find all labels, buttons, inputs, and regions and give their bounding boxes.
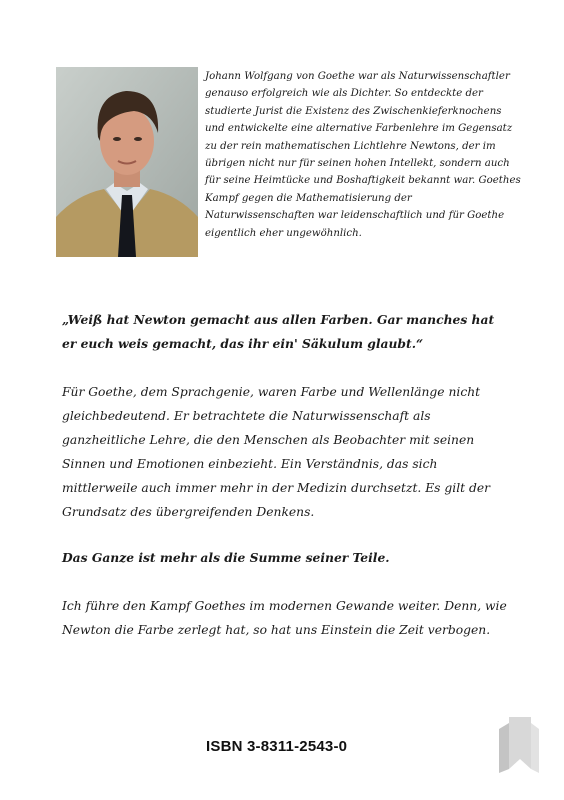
goethe-quote: „Weiß hat Newton gemacht aus allen Farben. Gar manches hat er euch weis gemacht, das ihr ein' Säkulum glaubt.“ bbox=[62, 312, 495, 351]
portrait-image bbox=[56, 67, 198, 257]
body-paragraph-goethe-views: Für Goethe, dem Sprachgenie, waren Farbe und Wellenlänge nicht gleichbedeutend. Er betrachtete die Naturwissenschaft als ganzheitliche Lehre, die den Menschen als Beobachter mit seinen Sinnen und Emotionen einbezieht. Ein Verständnis, das sich mittlerweile auch immer mehr in der Medizin durchsetzt. Es gilt der Grundsatz des übergreifenden Denkens. bbox=[62, 385, 491, 519]
intro-paragraph: Johann Wolfgang von Goethe war als Naturwissenschaftler genauso erfolgreich wie als Dichter. So entdeckte der studierte Jurist die Existenz des Zwischenkieferknochens und entwickelte eine alternative Farbenlehre im Gegensatz zu der rein mathematischen Lichtlehre Newtons, der im übrigen nicht nur für seinen hohen Intellekt, sondern auch für seine Heimtücke und Boshaftigkeit bekannt war. Goethes Kampf gegen die Mathematisierung der Naturwissenschaften war leidenschaftlich und für Goethe eigentlich eher ungewöhnlich. bbox=[205, 71, 521, 239]
highlight-sentence: Das Ganze ist mehr als die Summe seiner Teile. bbox=[62, 550, 390, 565]
body-paragraph-closing: Ich führe den Kampf Goethes im modernen Gewande weiter. Denn, wie Newton die Farbe zerlegt hat, so hat uns Einstein die Zeit verbogen. bbox=[62, 599, 507, 637]
author-photo bbox=[56, 67, 198, 257]
bookmark-logo-icon bbox=[495, 715, 543, 775]
isbn-label: ISBN 3-8311-2543-0 bbox=[206, 738, 348, 755]
